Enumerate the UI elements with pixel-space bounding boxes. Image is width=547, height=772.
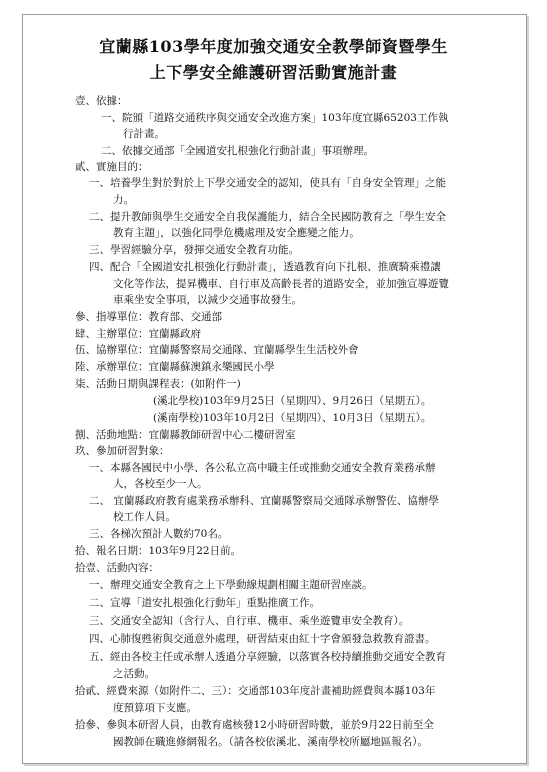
activity-dates: 柒、活動日期與課程表：(如附件一) xyxy=(75,378,241,390)
organizer-unit: 肆、主辦單位：宜蘭縣政府 xyxy=(75,328,201,340)
activity-dates-north: (溪北學校)103年9月25日（星期四）、9月26日（星期五）。 xyxy=(153,395,432,407)
funding-source: 拾貳、經費來源（如附件二、三）：交通部103年度計畫補助經費與本縣103年 xyxy=(75,685,436,697)
host-unit: 陸、承辦單位：宜蘭縣蘇澳鎮永樂國民小學 xyxy=(75,361,275,373)
basis-item-1: 一、院頒「道路交通秩序與交通安全改進方案」103年度宜縣65203工作執 xyxy=(101,112,449,124)
content-item-1: 一、辦理交通安全教育之上下學動線規劃相關主題研習座談。 xyxy=(89,579,373,591)
content-item-4: 四、心肺復甦術與交通意外處理，研習結束由紅十字會頒發急救教育證書。 xyxy=(89,633,436,645)
participant-hours: 拾參、參與本研習人員，由教育處核發12小時研習時數，並於9月22日前至全 xyxy=(75,719,434,731)
document-title-line-1: 宜蘭縣103學年度加強交通安全教學師資暨學生 xyxy=(99,37,448,56)
guiding-unit: 參、指導單位：教育部、交通部 xyxy=(75,311,222,323)
participants-item-2: 二、 宜蘭縣政府教育處業務承辦科、宜蘭縣警察局交通隊承辦警佐、協辦學 xyxy=(89,495,439,507)
participants-item-3: 三、各梯次預計人數約70名。 xyxy=(89,528,229,540)
co-organizer-unit: 伍、協辦單位：宜蘭縣警察局交通隊、宜蘭縣學生生活校外會 xyxy=(75,344,359,356)
content-item-3: 三、交通安全認知（含行人、自行車、機車、乘坐遊覽車安全教育）。 xyxy=(89,615,410,627)
document-title-line-2: 上下學安全維護研習活動實施計畫 xyxy=(149,63,398,82)
activity-dates-south: (溪南學校)103年10月2日（星期四）、10月3日（星期五）。 xyxy=(153,412,432,424)
purpose-item-4-cont-2: 車乘坐安全事項，以減少交通事故發生。 xyxy=(113,294,302,306)
basis-item-2: 二、依據交通部「全國道安扎根強化行動計畫」事項辦理。 xyxy=(101,145,374,157)
registration-date: 拾、報名日期：103年9月22日前。 xyxy=(75,545,242,557)
content-item-2: 二、宣導「道安扎根強化行動年」重點推廣工作。 xyxy=(89,597,320,609)
funding-source-cont: 度預算項下支應。 xyxy=(113,702,197,714)
content-item-5-cont: 之活動。 xyxy=(113,668,155,680)
purpose-item-3: 三、學習經驗分享，發揮交通安全教育功能。 xyxy=(89,244,299,256)
purpose-item-2-cont: 教育主題」，以強化同學危機處理及安全應變之能力。 xyxy=(113,227,360,239)
section-heading-content: 拾壹、活動內容： xyxy=(75,562,159,574)
participant-hours-cont: 國教師在職進修網報名。（請各校依溪北、溪南學校所屬地區報名）。 xyxy=(113,736,428,748)
participants-item-2-cont: 校工作人員。 xyxy=(113,511,176,523)
activity-location: 捌、活動地點：宜蘭縣教師研習中心二樓研習室 xyxy=(75,429,296,441)
purpose-item-1: 一、培養學生對於對於上下學交通安全的認知，使具有「自身安全管理」之能 xyxy=(89,177,446,189)
purpose-item-2: 二、提升教師與學生交通安全自我保護能力，結合全民國防教育之「學生安全 xyxy=(89,211,446,223)
content-item-5: 五、經由各校主任或承辦人透過分享經驗，以落實各校持續推動交通安全教育 xyxy=(89,651,446,663)
participants-item-1: 一、本縣各國民中小學、各公私立高中職主任或推動交通安全教育業務承辦 xyxy=(89,462,436,474)
participants-item-1-cont: 人，各校至少一人。 xyxy=(113,478,208,490)
purpose-item-1-cont: 力。 xyxy=(113,194,134,206)
basis-item-1-cont: 行計畫。 xyxy=(123,128,165,140)
section-heading-basis: 壹、依據： xyxy=(75,95,128,107)
section-heading-purpose: 貳、實施目的： xyxy=(75,161,149,173)
section-heading-participants: 玖、參加研習對象： xyxy=(75,445,170,457)
purpose-item-4: 四、配合「全國道安扎根強化行動計畫」，透過教育向下扎根、推廣騎乘禮讓 xyxy=(89,261,441,273)
purpose-item-4-cont-1: 文化等作法，提昇機車、自行車及高齡長者的道路安全，並加強宣導遊覽 xyxy=(113,278,449,290)
